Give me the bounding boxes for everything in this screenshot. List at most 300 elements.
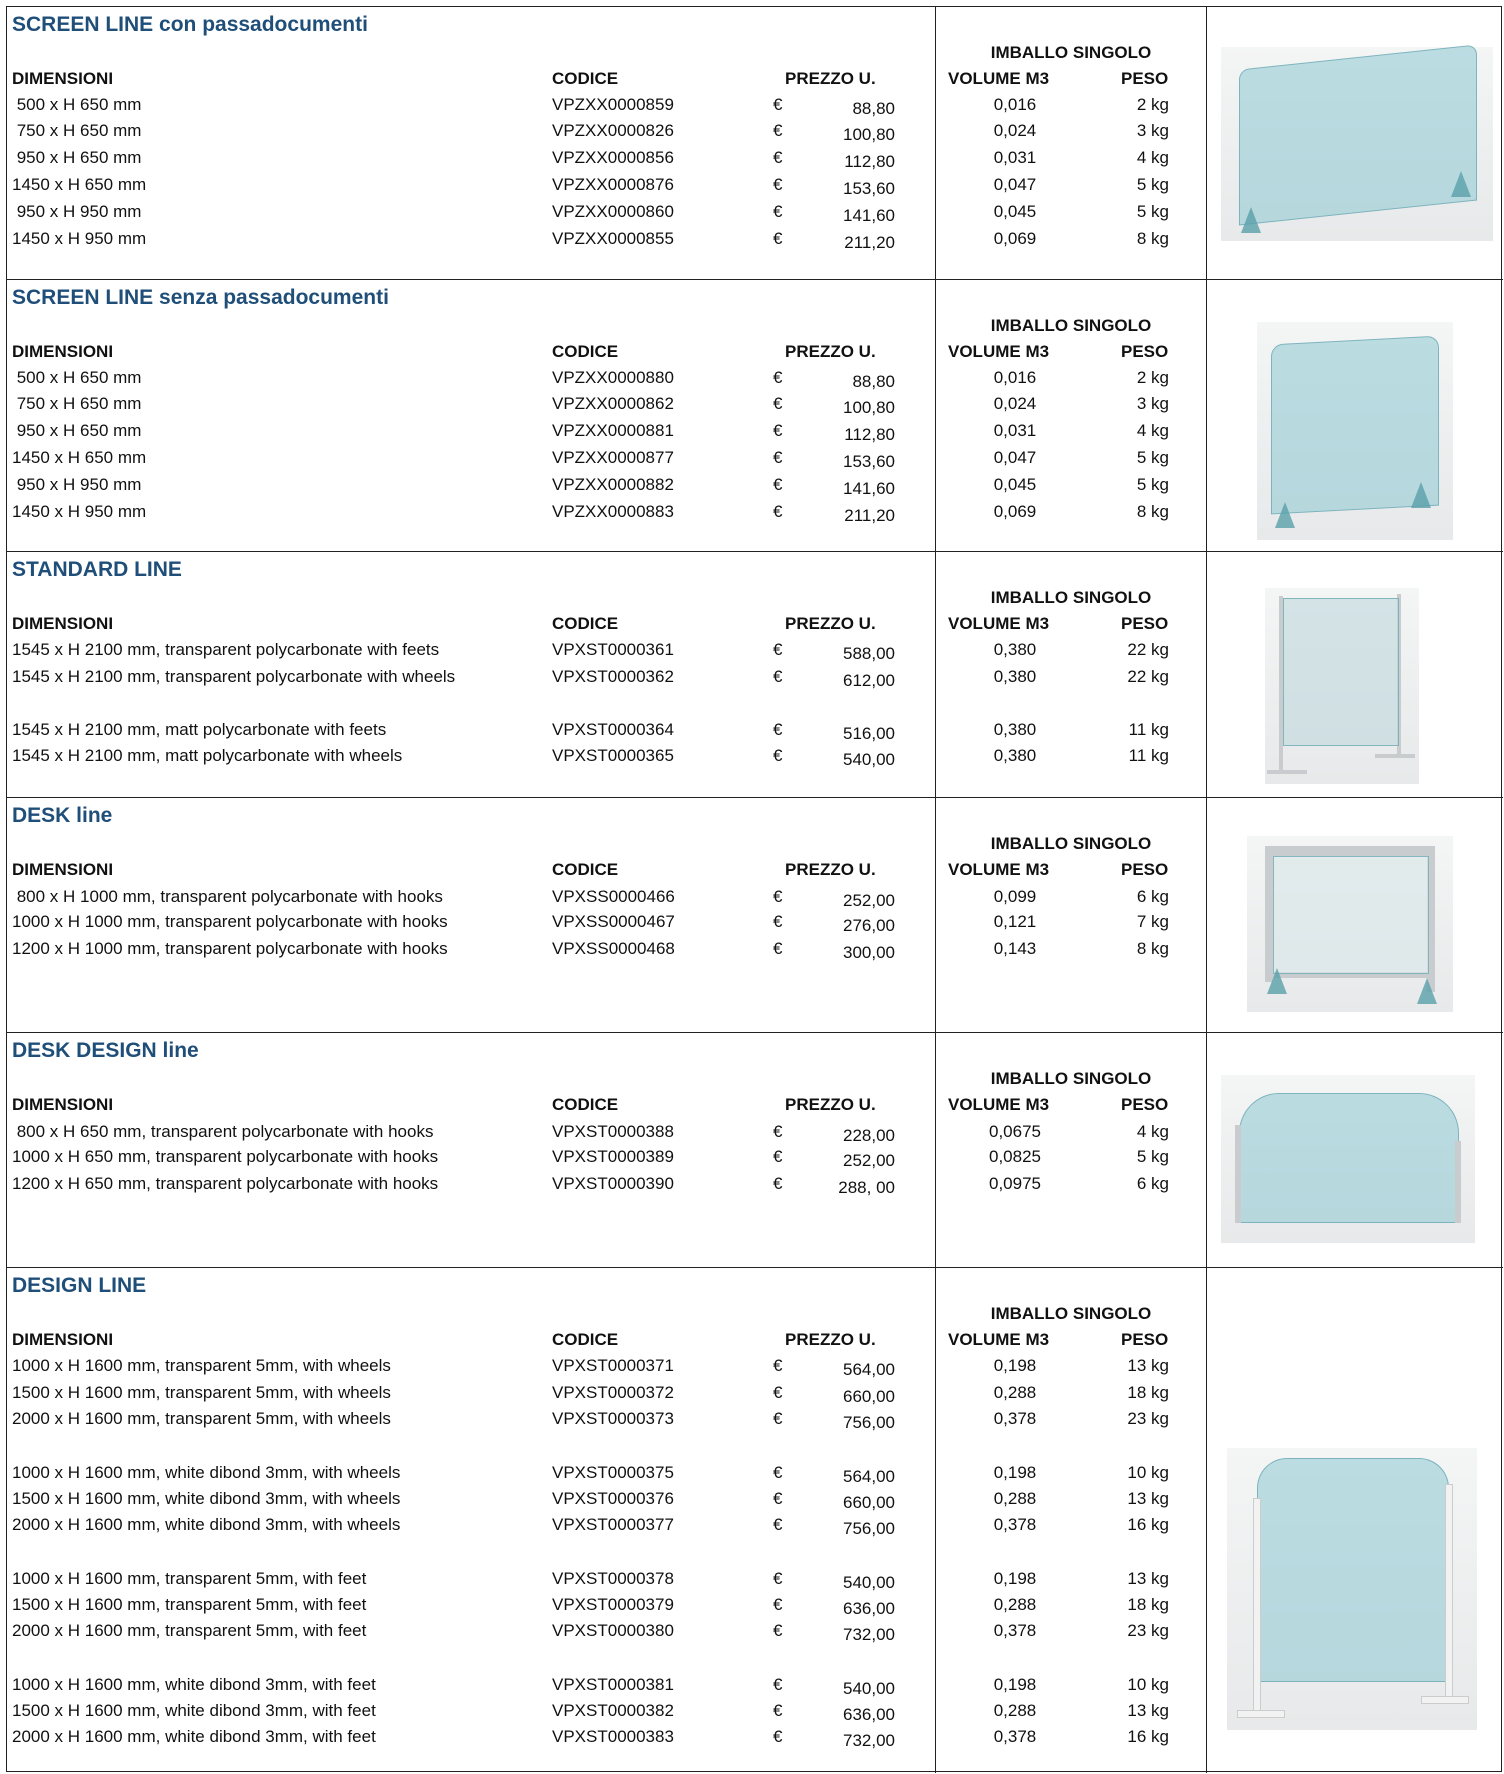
euro-symbol: €: [773, 887, 783, 906]
weight-cell: 6 kg: [1136, 887, 1169, 906]
price-cell: 540,00: [843, 1573, 895, 1592]
header-prezzo: PREZZO U.: [785, 1095, 876, 1114]
code-cell: VPZXX0000876: [552, 175, 674, 194]
code-cell: VPZXX0000859: [552, 95, 674, 114]
weight-cell: 8 kg: [1136, 502, 1169, 521]
table-row: [7, 368, 1206, 394]
volume-cell: 0,069: [993, 229, 1037, 248]
table-row: [7, 148, 1206, 174]
price-cell: 540,00: [843, 1679, 895, 1698]
price-cell: 211,20: [844, 506, 895, 525]
volume-cell: 0,045: [993, 475, 1037, 494]
price-list-sheet: [6, 6, 1502, 1772]
price-cell: 756,00: [843, 1519, 895, 1538]
euro-symbol: €: [773, 1147, 783, 1166]
table-row: [7, 640, 1206, 666]
table-row: [7, 1727, 1206, 1753]
price-cell: 612,00: [843, 671, 895, 690]
table-row: [7, 421, 1206, 447]
frame-left: [1265, 846, 1273, 982]
weight-cell: 6 kg: [1136, 1174, 1169, 1193]
table-row: [7, 1675, 1206, 1701]
header-imballo-singolo: IMBALLO SINGOLO: [990, 43, 1152, 62]
panel-foot-right: [1451, 171, 1471, 197]
table-row: [7, 1147, 1206, 1173]
euro-symbol: €: [773, 912, 783, 931]
volume-cell: 0,016: [993, 368, 1037, 387]
header-prezzo: PREZZO U.: [785, 342, 876, 361]
table-row: [7, 1383, 1206, 1409]
dimension-cell: 1500 x H 1600 mm, white dibond 3mm, with feet: [12, 1701, 376, 1720]
table-row: [7, 1621, 1206, 1647]
weight-cell: 11 kg: [1128, 746, 1169, 765]
standard-panel-image: [1265, 588, 1419, 784]
volume-cell: 0,031: [993, 148, 1037, 167]
dimension-cell: 950 x H 950 mm: [12, 202, 142, 221]
price-section: [7, 797, 1503, 1032]
dimension-cell: 1000 x H 1600 mm, white dibond 3mm, with wheels: [12, 1463, 401, 1482]
weight-cell: 8 kg: [1136, 229, 1169, 248]
price-cell: 252,00: [843, 891, 895, 910]
euro-symbol: €: [773, 148, 783, 167]
code-cell: VPZXX0000862: [552, 394, 674, 413]
price-cell: 112,80: [844, 152, 895, 171]
price-cell: 100,80: [843, 398, 895, 417]
weight-cell: 5 kg: [1136, 175, 1169, 194]
header-codice: CODICE: [552, 69, 619, 88]
code-cell: VPXST0000373: [552, 1409, 674, 1428]
dimension-cell: 500 x H 650 mm: [12, 95, 142, 114]
dimension-cell: 2000 x H 1600 mm, transparent 5mm, with feet: [12, 1621, 367, 1640]
volume-cell: 0,378: [993, 1621, 1037, 1640]
desk-design-panel-image: [1221, 1075, 1475, 1243]
code-cell: VPZXX0000826: [552, 121, 674, 140]
code-cell: VPXST0000371: [552, 1356, 674, 1375]
euro-symbol: €: [773, 502, 783, 521]
dimension-cell: 750 x H 650 mm: [12, 394, 142, 413]
header-codice: CODICE: [552, 614, 619, 633]
header-codice: CODICE: [552, 342, 619, 361]
price-cell: 660,00: [843, 1493, 895, 1512]
dimension-cell: 1545 x H 2100 mm, matt polycarbonate with wheels: [12, 746, 403, 765]
table-row: [7, 1409, 1206, 1435]
header-prezzo: PREZZO U.: [785, 69, 876, 88]
table-row: [7, 746, 1206, 772]
euro-symbol: €: [773, 1515, 783, 1534]
table-row: [7, 912, 1206, 938]
glass-panel: [1283, 598, 1399, 746]
euro-symbol: €: [773, 1595, 783, 1614]
volume-cell: 0,288: [993, 1595, 1037, 1614]
table-row: [7, 667, 1206, 693]
screen-without-pass-image: [1257, 322, 1453, 540]
section-image-cell: [1206, 1033, 1504, 1267]
euro-symbol: €: [773, 1621, 783, 1640]
code-cell: VPXSS0000468: [552, 939, 675, 958]
table-row: [7, 1515, 1206, 1541]
euro-symbol: €: [773, 368, 783, 387]
euro-symbol: €: [773, 1489, 783, 1508]
header-volume: VOLUME M3: [948, 342, 1050, 361]
base-left: [1237, 1710, 1285, 1718]
volume-cell: 0,288: [993, 1489, 1037, 1508]
dimension-cell: 1000 x H 1000 mm, transparent polycarbonate with hooks: [12, 912, 448, 931]
dimension-cell: 500 x H 650 mm: [12, 368, 142, 387]
dimension-cell: 950 x H 950 mm: [12, 475, 142, 494]
base-bar-left: [1267, 770, 1307, 774]
header-dimensioni: DIMENSIONI: [12, 1330, 114, 1349]
price-cell: 211,20: [844, 233, 895, 252]
weight-cell: 10 kg: [1127, 1675, 1169, 1694]
code-cell: VPXST0000377: [552, 1515, 674, 1534]
price-cell: 540,00: [843, 750, 895, 769]
volume-cell: 0,016: [993, 95, 1037, 114]
table-row: [7, 175, 1206, 201]
price-cell: 288, 00: [838, 1178, 895, 1197]
table-row: [7, 887, 1206, 913]
price-cell: 100,80: [843, 125, 895, 144]
header-volume: VOLUME M3: [948, 1095, 1050, 1114]
code-cell: VPZXX0000883: [552, 502, 674, 521]
header-imballo-singolo: IMBALLO SINGOLO: [990, 1304, 1152, 1323]
euro-symbol: €: [773, 202, 783, 221]
weight-cell: 11 kg: [1128, 720, 1169, 739]
code-cell: VPXST0000378: [552, 1569, 674, 1588]
post-left: [1253, 1498, 1261, 1712]
header-volume: VOLUME M3: [948, 1330, 1050, 1349]
volume-cell: 0,099: [993, 887, 1037, 906]
weight-cell: 4 kg: [1136, 148, 1169, 167]
glass-panel: [1239, 1093, 1459, 1223]
dimension-cell: 2000 x H 1600 mm, transparent 5mm, with wheels: [12, 1409, 391, 1428]
code-cell: VPXST0000372: [552, 1383, 674, 1402]
dimension-cell: 1545 x H 2100 mm, transparent polycarbonate with wheels: [12, 667, 456, 686]
euro-symbol: €: [773, 229, 783, 248]
price-section: [7, 1032, 1503, 1267]
code-cell: VPXST0000381: [552, 1675, 674, 1694]
volume-cell: 0,378: [993, 1727, 1037, 1746]
code-cell: VPXST0000379: [552, 1595, 674, 1614]
code-cell: VPXST0000380: [552, 1621, 674, 1640]
weight-cell: 13 kg: [1127, 1356, 1169, 1375]
base-bar-right: [1375, 754, 1415, 758]
weight-cell: 7 kg: [1136, 912, 1169, 931]
price-cell: 564,00: [843, 1467, 895, 1486]
volume-cell: 0,198: [993, 1675, 1037, 1694]
price-section: [7, 279, 1503, 551]
euro-symbol: €: [773, 394, 783, 413]
section-image-cell: [1206, 280, 1504, 551]
header-dimensioni: DIMENSIONI: [12, 860, 114, 879]
header-imballo-singolo: IMBALLO SINGOLO: [990, 1069, 1152, 1088]
code-cell: VPZXX0000877: [552, 448, 674, 467]
dimension-cell: 2000 x H 1600 mm, white dibond 3mm, with wheels: [12, 1515, 401, 1534]
table-row: [7, 1701, 1206, 1727]
code-cell: VPXST0000361: [552, 640, 674, 659]
price-cell: 88,80: [852, 372, 895, 391]
panel-foot-left: [1267, 968, 1287, 994]
header-peso: PESO: [1121, 69, 1169, 88]
table-row: [7, 1569, 1206, 1595]
weight-cell: 2 kg: [1136, 368, 1169, 387]
dimension-cell: 1545 x H 2100 mm, transparent polycarbonate with feets: [12, 640, 440, 659]
table-row: [7, 448, 1206, 474]
weight-cell: 10 kg: [1127, 1463, 1169, 1482]
header-codice: CODICE: [552, 1330, 619, 1349]
weight-cell: 13 kg: [1127, 1569, 1169, 1588]
design-panel-image: [1227, 1448, 1477, 1730]
volume-cell: 0,024: [993, 394, 1037, 413]
volume-cell: 0,121: [993, 912, 1037, 931]
volume-cell: 0,024: [993, 121, 1037, 140]
dimension-cell: 750 x H 650 mm: [12, 121, 142, 140]
weight-cell: 5 kg: [1136, 475, 1169, 494]
dimension-cell: 1000 x H 650 mm, transparent polycarbonate with hooks: [12, 1147, 439, 1166]
base-right: [1421, 1696, 1469, 1704]
code-cell: VPZXX0000860: [552, 202, 674, 221]
euro-symbol: €: [773, 1122, 783, 1141]
euro-symbol: €: [773, 1569, 783, 1588]
weight-cell: 5 kg: [1136, 202, 1169, 221]
dimension-cell: 1545 x H 2100 mm, matt polycarbonate with feets: [12, 720, 387, 739]
price-cell: 276,00: [843, 916, 895, 935]
euro-symbol: €: [773, 95, 783, 114]
frame-top: [1265, 846, 1435, 856]
code-cell: VPXST0000376: [552, 1489, 674, 1508]
dimension-cell: 1000 x H 1600 mm, white dibond 3mm, with feet: [12, 1675, 376, 1694]
volume-cell: 0,031: [993, 421, 1037, 440]
code-cell: VPZXX0000856: [552, 148, 674, 167]
volume-cell: 0,0825: [989, 1147, 1041, 1166]
header-peso: PESO: [1121, 614, 1169, 633]
table-row: [7, 1595, 1206, 1621]
price-cell: 732,00: [843, 1625, 895, 1644]
dimension-cell: 1500 x H 1600 mm, transparent 5mm, with feet: [12, 1595, 367, 1614]
header-volume: VOLUME M3: [948, 860, 1050, 879]
glass-panel: [1239, 44, 1477, 225]
header-dimensioni: DIMENSIONI: [12, 1095, 114, 1114]
section-title: DESIGN LINE: [12, 1274, 147, 1297]
section-image-cell: [1206, 7, 1504, 279]
code-cell: VPXST0000389: [552, 1147, 674, 1166]
dimension-cell: 1500 x H 1600 mm, white dibond 3mm, with wheels: [12, 1489, 401, 1508]
header-codice: CODICE: [552, 1095, 619, 1114]
euro-symbol: €: [773, 1174, 783, 1193]
price-cell: 636,00: [843, 1705, 895, 1724]
price-cell: 660,00: [843, 1387, 895, 1406]
price-cell: 228,00: [843, 1126, 895, 1145]
code-cell: VPZXX0000855: [552, 229, 674, 248]
price-cell: 88,80: [852, 99, 895, 118]
euro-symbol: €: [773, 1727, 783, 1746]
volume-cell: 0,143: [993, 939, 1037, 958]
dimension-cell: 1200 x H 1000 mm, transparent polycarbonate with hooks: [12, 939, 448, 958]
header-peso: PESO: [1121, 342, 1169, 361]
euro-symbol: €: [773, 667, 783, 686]
euro-symbol: €: [773, 939, 783, 958]
weight-cell: 3 kg: [1136, 121, 1169, 140]
code-cell: VPZXX0000882: [552, 475, 674, 494]
euro-symbol: €: [773, 1409, 783, 1428]
volume-cell: 0,378: [993, 1515, 1037, 1534]
table-row: [7, 121, 1206, 147]
table-row: [7, 1463, 1206, 1489]
price-cell: 141,60: [843, 206, 895, 225]
euro-symbol: €: [773, 746, 783, 765]
price-cell: 516,00: [843, 724, 895, 743]
euro-symbol: €: [773, 1463, 783, 1482]
table-row: [7, 939, 1206, 965]
price-cell: 636,00: [843, 1599, 895, 1618]
euro-symbol: €: [773, 1356, 783, 1375]
price-cell: 732,00: [843, 1731, 895, 1750]
header-dimensioni: DIMENSIONI: [12, 614, 114, 633]
section-title: SCREEN LINE con passadocumenti: [12, 13, 368, 36]
price-cell: 756,00: [843, 1413, 895, 1432]
price-section: [7, 551, 1503, 797]
volume-cell: 0,0975: [989, 1174, 1041, 1193]
code-cell: VPXST0000365: [552, 746, 674, 765]
euro-symbol: €: [773, 448, 783, 467]
volume-cell: 0,288: [993, 1701, 1037, 1720]
volume-cell: 0,380: [993, 667, 1037, 686]
weight-cell: 8 kg: [1136, 939, 1169, 958]
table-row: [7, 202, 1206, 228]
weight-cell: 4 kg: [1136, 1122, 1169, 1141]
section-image-cell: [1206, 1268, 1504, 1773]
section-title: STANDARD LINE: [12, 558, 182, 581]
hook-left: [1235, 1125, 1241, 1223]
table-row: [7, 394, 1206, 420]
volume-cell: 0,378: [993, 1409, 1037, 1428]
header-imballo-singolo: IMBALLO SINGOLO: [990, 834, 1152, 853]
glass-panel: [1257, 1458, 1449, 1682]
table-row: [7, 1122, 1206, 1148]
weight-cell: 4 kg: [1136, 421, 1169, 440]
price-cell: 141,60: [843, 479, 895, 498]
price-section: [7, 7, 1503, 279]
code-cell: VPXST0000388: [552, 1122, 674, 1141]
header-dimensioni: DIMENSIONI: [12, 342, 114, 361]
table-row: [7, 720, 1206, 746]
dimension-cell: 1200 x H 650 mm, transparent polycarbonate with hooks: [12, 1174, 439, 1193]
panel-foot-left: [1275, 502, 1295, 528]
euro-symbol: €: [773, 121, 783, 140]
header-prezzo: PREZZO U.: [785, 860, 876, 879]
header-volume: VOLUME M3: [948, 69, 1050, 88]
weight-cell: 18 kg: [1127, 1595, 1169, 1614]
euro-symbol: €: [773, 720, 783, 739]
dimension-cell: 950 x H 650 mm: [12, 148, 142, 167]
table-row: [7, 1356, 1206, 1382]
code-cell: VPZXX0000881: [552, 421, 674, 440]
price-section: [7, 1267, 1503, 1773]
code-cell: VPXST0000382: [552, 1701, 674, 1720]
price-cell: 252,00: [843, 1151, 895, 1170]
dimension-cell: 1450 x H 650 mm: [12, 448, 147, 467]
desk-panel-image: [1247, 836, 1453, 1012]
weight-cell: 23 kg: [1127, 1409, 1169, 1428]
volume-cell: 0,380: [993, 720, 1037, 739]
euro-symbol: €: [773, 1675, 783, 1694]
volume-cell: 0,045: [993, 202, 1037, 221]
euro-symbol: €: [773, 640, 783, 659]
volume-cell: 0,380: [993, 746, 1037, 765]
section-title: DESK line: [12, 804, 113, 827]
weight-cell: 23 kg: [1127, 1621, 1169, 1640]
header-dimensioni: DIMENSIONI: [12, 69, 114, 88]
section-title: SCREEN LINE senza passadocumenti: [12, 286, 389, 309]
weight-cell: 2 kg: [1136, 95, 1169, 114]
volume-cell: 0,047: [993, 448, 1037, 467]
panel-foot-right: [1411, 482, 1431, 508]
weight-cell: 13 kg: [1127, 1489, 1169, 1508]
price-cell: 112,80: [844, 425, 895, 444]
post-right: [1445, 1484, 1453, 1702]
header-imballo-singolo: IMBALLO SINGOLO: [990, 316, 1152, 335]
header-codice: CODICE: [552, 860, 619, 879]
header-volume: VOLUME M3: [948, 614, 1050, 633]
volume-cell: 0,047: [993, 175, 1037, 194]
code-cell: VPZXX0000880: [552, 368, 674, 387]
glass-panel: [1273, 856, 1429, 974]
screen-with-pass-image: [1221, 47, 1493, 241]
dimension-cell: 1450 x H 950 mm: [12, 502, 147, 521]
volume-cell: 0,069: [993, 502, 1037, 521]
weight-cell: 5 kg: [1136, 1147, 1169, 1166]
code-cell: VPXST0000383: [552, 1727, 674, 1746]
section-title: DESK DESIGN line: [12, 1039, 199, 1062]
table-row: [7, 95, 1206, 121]
dimension-cell: 1000 x H 1600 mm, transparent 5mm, with wheels: [12, 1356, 391, 1375]
dimension-cell: 1000 x H 1600 mm, transparent 5mm, with feet: [12, 1569, 367, 1588]
header-peso: PESO: [1121, 1330, 1169, 1349]
dimension-cell: 800 x H 650 mm, transparent polycarbonate with hooks: [12, 1122, 434, 1141]
volume-cell: 0,198: [993, 1569, 1037, 1588]
panel-foot-right: [1417, 978, 1437, 1004]
weight-cell: 16 kg: [1127, 1515, 1169, 1534]
table-row: [7, 229, 1206, 255]
header-peso: PESO: [1121, 1095, 1169, 1114]
code-cell: VPXST0000362: [552, 667, 674, 686]
euro-symbol: €: [773, 475, 783, 494]
weight-cell: 22 kg: [1127, 667, 1169, 686]
table-row: [7, 475, 1206, 501]
code-cell: VPXST0000364: [552, 720, 674, 739]
weight-cell: 16 kg: [1127, 1727, 1169, 1746]
header-prezzo: PREZZO U.: [785, 614, 876, 633]
euro-symbol: €: [773, 1701, 783, 1720]
volume-cell: 0,380: [993, 640, 1037, 659]
euro-symbol: €: [773, 175, 783, 194]
hook-right: [1455, 1141, 1461, 1223]
dimension-cell: 1450 x H 650 mm: [12, 175, 147, 194]
price-cell: 153,60: [843, 452, 895, 471]
code-cell: VPXSS0000466: [552, 887, 675, 906]
code-cell: VPXST0000375: [552, 1463, 674, 1482]
volume-cell: 0,0675: [989, 1122, 1041, 1141]
table-row: [7, 502, 1206, 528]
price-cell: 300,00: [843, 943, 895, 962]
header-peso: PESO: [1121, 860, 1169, 879]
price-cell: 588,00: [843, 644, 895, 663]
dimension-cell: 800 x H 1000 mm, transparent polycarbonate with hooks: [12, 887, 443, 906]
panel-foot-left: [1241, 207, 1261, 233]
code-cell: VPXSS0000467: [552, 912, 675, 931]
volume-cell: 0,198: [993, 1356, 1037, 1375]
section-image-cell: [1206, 798, 1504, 1032]
code-cell: VPXST0000390: [552, 1174, 674, 1193]
